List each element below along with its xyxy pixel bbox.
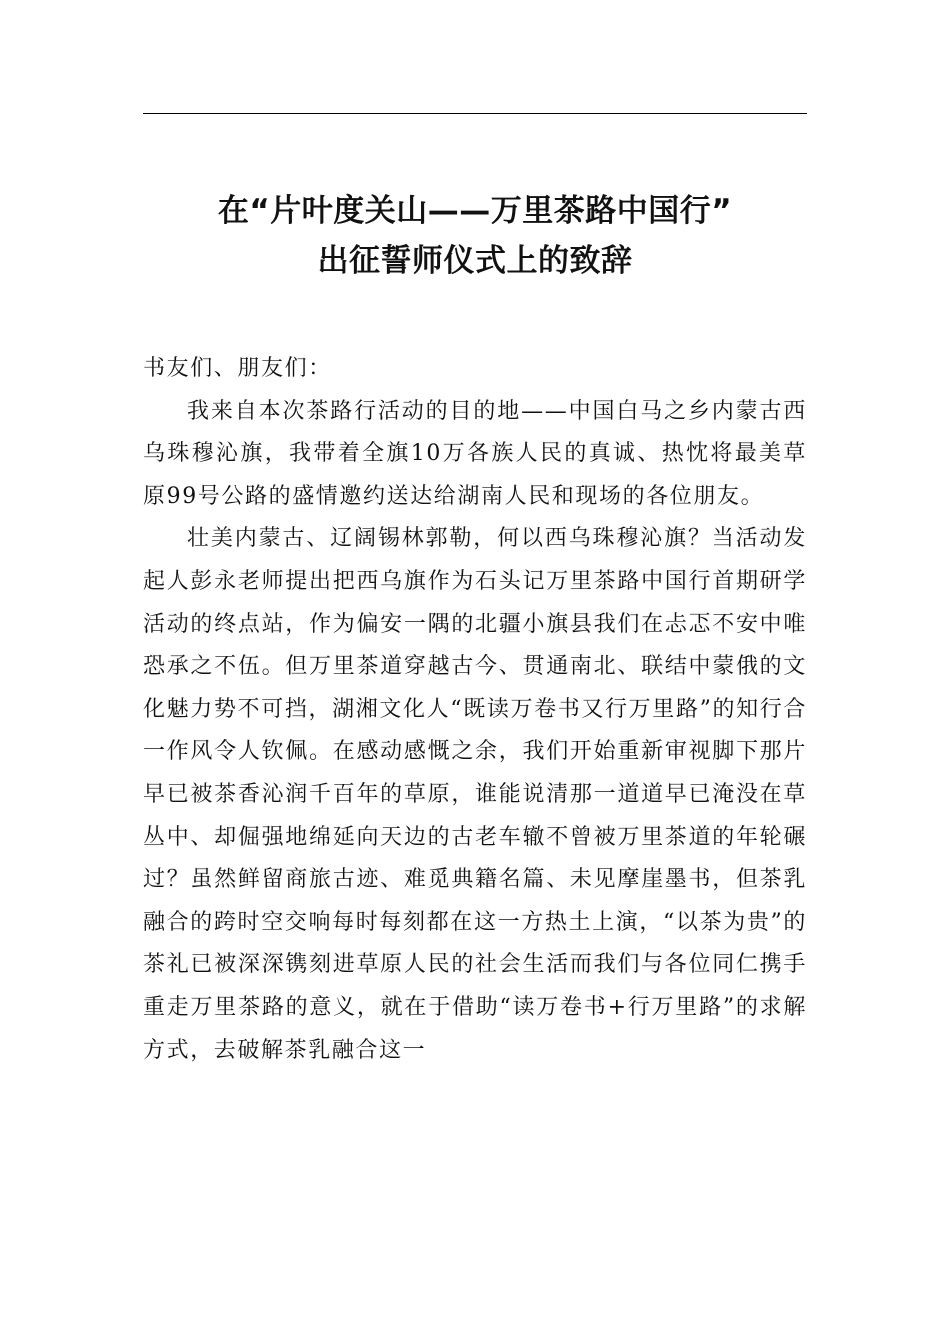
paragraph-2: 壮美内蒙古、辽阔锡林郭勒，何以西乌珠穆沁旗？当活动发起人彭永老师提出把西乌旗作为石头记万里茶路中国行首期研学活动的终点站，作为偏安一隅的北疆小旗县我们在忐忑不安中唯恐承之不伍。但万里茶道穿越古今、贯通南北、联结中蒙俄的文化魅力势不可挡，湖湘文化人“既读万卷书又行万里路”的知行合一作风令人钦佩。在感动感慨之余，我们开始重新审视脚下那片早已被茶香沁润千百年的草原，谁能说清那一道道早已淹没在草丛中、却倔强地绵延向天边的古老车辙不曾被万里茶道的年轮碾过？虽然鲜留商旅古迹、难觅典籍名篇、未见摩崖墨书，但茶乳融合的跨时空交响每时每刻都在这一方热土上演，“以茶为贵”的茶礼已被深深镌刻进草原人民的社会生活而我们与各位同仁携手重走万里茶路的意义，就在于借助“读万卷书+行万里路”的求解方式，去破解茶乳融合这一 xyxy=(143,526,807,1063)
document-body xyxy=(143,348,807,1072)
title-line-1: 在“片叶度关山——万里茶路中国行” xyxy=(217,193,733,229)
paragraph-1: 我来自本次茶路行活动的目的地——中国白马之乡内蒙古西乌珠穆沁旗，我带着全旗10万各族人民的真诚、热忱将最美草原99号公路的盛情邀约送达给湖南人民和现场的各位朋友。 xyxy=(143,398,807,509)
salutation: 书友们、朋友们： xyxy=(143,356,332,381)
title-line-2: 出征誓师仪式上的致辞 xyxy=(317,243,633,279)
document-title xyxy=(143,186,807,286)
header-rule xyxy=(143,113,807,114)
